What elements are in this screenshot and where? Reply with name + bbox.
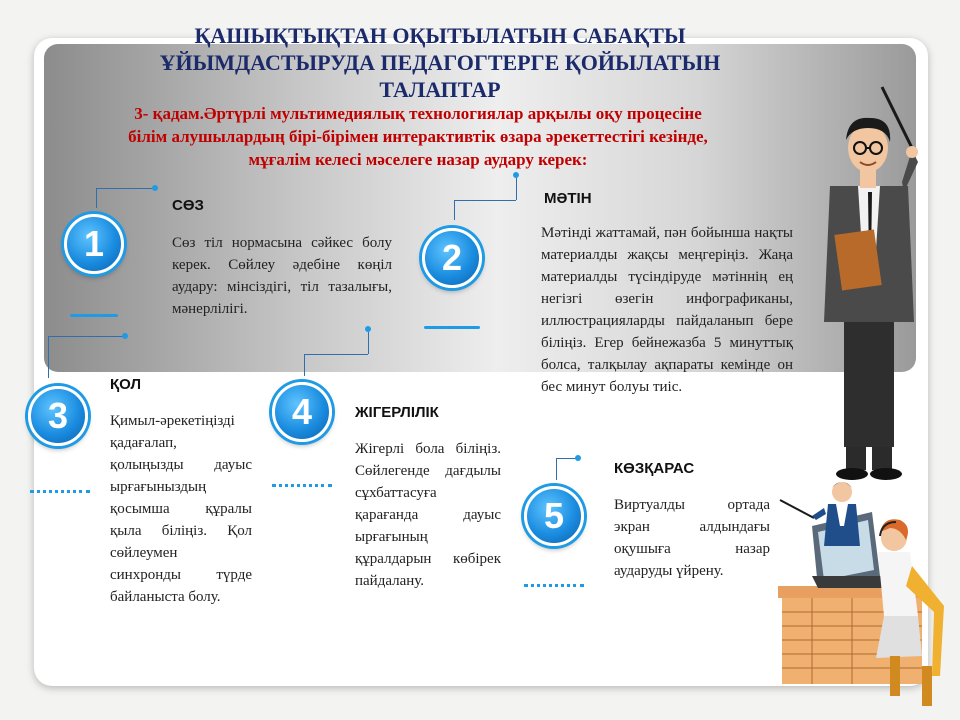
item-5-underline <box>524 584 584 587</box>
connector-dot <box>152 185 158 191</box>
item-4-number-badge: 4 <box>272 382 332 442</box>
item-4-text: Жігерлі бола біліңіз. Сөйлегенде дағдылы сұхбаттасуға қарағанда дауыс ырғағының құралдарын көбірек пайдалану. <box>355 441 501 589</box>
connector-line <box>454 200 516 201</box>
item-1-underline <box>70 314 118 317</box>
item-2-number-badge: 2 <box>422 228 482 288</box>
connector-line <box>304 354 305 376</box>
item-3-number-badge: 3 <box>28 386 88 446</box>
item-5-number-badge: 5 <box>524 486 584 546</box>
item-4-underline <box>272 484 332 487</box>
connector-dot <box>575 455 581 461</box>
step-description: 3- қадам.Әртүрлі мультимедиялық технологиялар арқылы оқу процесіне білім алушылардың бірі-бірімен интерактивтік өзара әрекеттестігі кезінде, мұғалім келесі мәселеге назар аудару керек: <box>128 104 708 169</box>
item-3-underline <box>30 490 90 493</box>
connector-line <box>304 354 368 355</box>
item-1-heading: СӨЗ <box>172 197 204 214</box>
item-2-underline <box>424 326 480 329</box>
item-2-heading: МӘТІН <box>544 190 592 207</box>
item-5-text: Виртуалды ортада экран алдындағы оқушыға назар аударуды үйрену. <box>614 497 770 579</box>
connector-line <box>96 188 97 208</box>
teacher-illustration <box>816 82 926 482</box>
connector-line <box>516 178 517 200</box>
connector-line <box>368 332 369 354</box>
item-4-heading: ЖІГЕРЛІЛІК <box>355 404 439 421</box>
item-3-heading: ҚОЛ <box>110 376 141 393</box>
item-1-text: Сөз тіл нормасына сәйкес болу керек. Сөйлеу әдебіне көңіл аудару: мінсіздігі, тіл тазалығы, мәнерлілігі. <box>172 235 392 317</box>
connector-line <box>48 336 49 378</box>
item-3-text: Қимыл-әрекетіңізді қадағалап, қолыңызды дауыс ырғағыныздың қосымша құралы қыла біліңіз. Қол сөйлеумен синхронды түрде байланыста болу. <box>110 413 252 605</box>
connector-dot <box>513 172 519 178</box>
online-lesson-illustration <box>772 476 950 712</box>
connector-line <box>48 336 126 337</box>
connector-line <box>96 188 154 189</box>
connector-line <box>454 200 455 220</box>
connector-dot <box>122 333 128 339</box>
item-5-heading: КӨЗҚАРАС <box>614 460 695 477</box>
item-1-number-badge: 1 <box>64 214 124 274</box>
connector-dot <box>365 326 371 332</box>
connector-line <box>556 458 557 480</box>
item-2-text: Мәтінді жаттамай, пән бойынша нақты материалды жақсы меңгеріңіз. Жаңа материалды түсіндіруде мәтіннің ең негізгі өзегін инфографиканы, иллюстрацияларды пайдаланып бере біліңіз. Егер бейнежазба 5 минуттық болса, талқылау ақпараты кемінде он бес минут болуы тиіс. <box>541 225 793 395</box>
slide-title: ҚАШЫҚТЫҚТАН ОҚЫТЫЛАТЫН САБАҚТЫ ҰЙЫМДАСТЫРУДА ПЕДАГОГТЕРГЕ ҚОЙЫЛАТЫН ТАЛАПТАР <box>159 23 721 102</box>
